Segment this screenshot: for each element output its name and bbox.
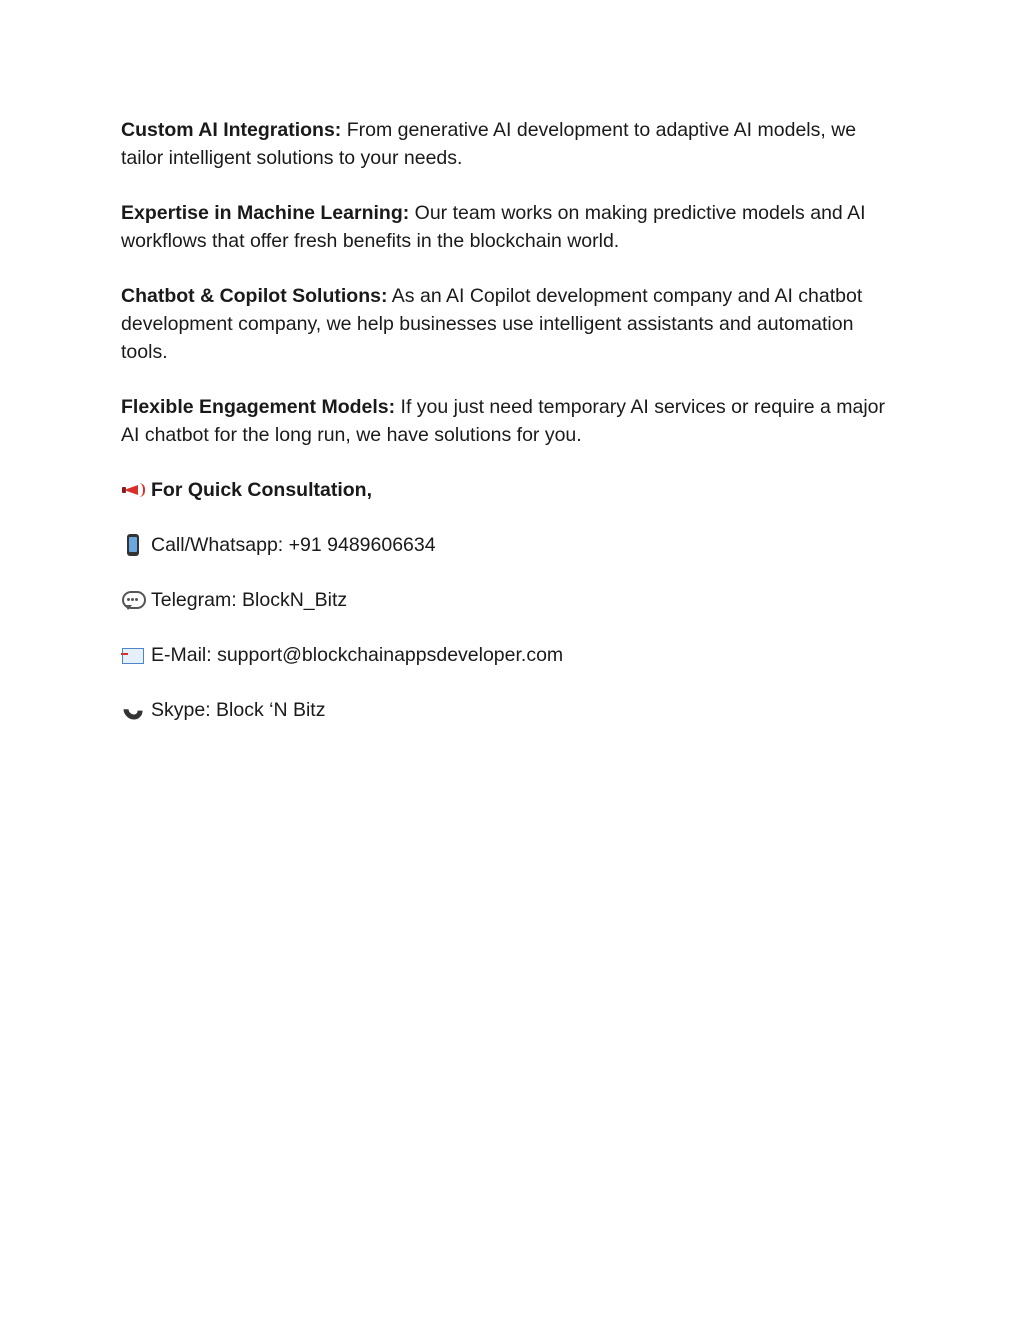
contact-phone (121, 531, 901, 559)
paragraph-text: From generative AI development to adaptive AI models, we tailor intelligent solutions to your needs. (121, 119, 857, 169)
mobile-phone-icon (121, 533, 145, 557)
document-page (121, 116, 901, 751)
contact-telegram-text: Telegram: BlockN_Bitz (151, 589, 348, 611)
envelope-icon (121, 643, 145, 667)
paragraph-text: If you just need temporary AI services or require a major AI chatbot for the long run, we have solutions for you. (121, 396, 886, 446)
contact-email (121, 641, 901, 669)
consultation-label: For Quick Consultation, (151, 479, 373, 501)
paragraph-heading: Chatbot & Copilot Solutions: (121, 285, 388, 307)
paragraph-heading: Flexible Engagement Models: (121, 396, 396, 418)
contact-telegram (121, 586, 901, 614)
paragraph-text: Our team works on making predictive models and AI workflows that offer fresh benefits in the blockchain world. (121, 202, 866, 252)
paragraph-custom-ai (121, 116, 901, 172)
paragraph-text: As an AI Copilot development company and AI chatbot development company, we help businesses use intelligent assistants and automation tools. (121, 285, 863, 363)
contact-phone-text: Call/Whatsapp: +91 9489606634 (151, 534, 436, 556)
paragraph-chatbot-copilot (121, 282, 901, 366)
telephone-icon (121, 698, 145, 722)
consultation-heading (121, 476, 901, 504)
contact-email-text: E-Mail: support@blockchainappsdeveloper.com (151, 644, 564, 666)
paragraph-heading: Custom AI Integrations: (121, 119, 342, 141)
paragraph-machine-learning (121, 199, 901, 255)
megaphone-icon (121, 478, 145, 502)
paragraph-heading: Expertise in Machine Learning: (121, 202, 410, 224)
contact-skype-text: Skype: Block ‘N Bitz (151, 699, 326, 721)
speech-balloon-icon (121, 588, 145, 612)
contact-skype (121, 696, 901, 724)
paragraph-engagement-models (121, 393, 901, 449)
